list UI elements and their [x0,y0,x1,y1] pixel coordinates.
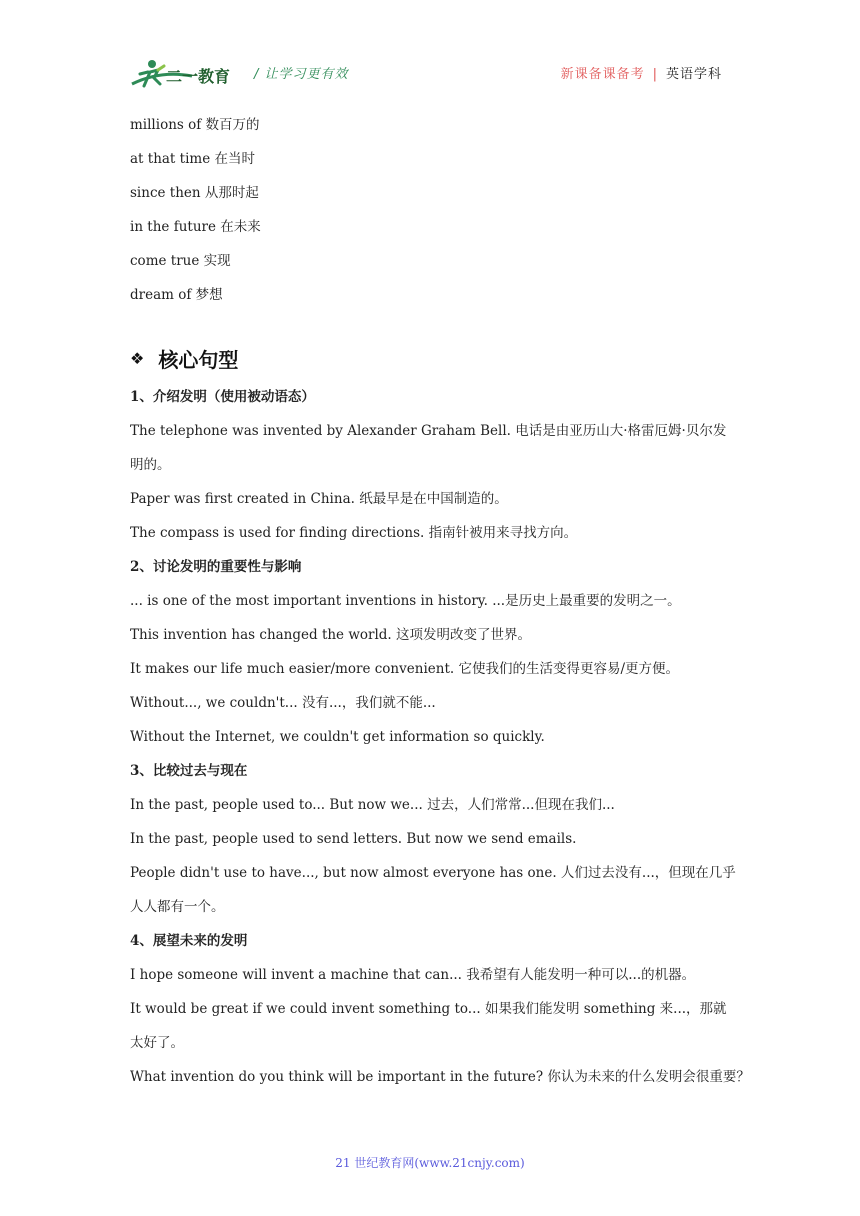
sentence-line: ... is one of the most important inventions in history. ...是历史上最重要的发明之一。 [130,593,681,609]
sentence-line: In the past, people used to send letters. But now we send emails. [130,831,577,847]
sentence-line: The telephone was invented by Alexander Graham Bell. 电话是由亚历山大·格雷厄姆·贝尔发明的。 [130,423,727,473]
sentence-line: This invention has changed the world. 这项发明改变了世界。 [130,627,532,643]
diamond-bullet-icon: ❖ [130,348,145,368]
phrase-line: millions of 数百万的 [130,117,260,133]
sentence-line: In the past, people used to... But now we... 过去，人们常常...但现在我们... [130,797,615,813]
sentence-line: I hope someone will invent a machine that can... 我希望有人能发明一种可以...的机器。 [130,967,696,983]
phrase-line: at that time 在当时 [130,151,255,167]
slogan-text: / 让学习更有效 [254,67,349,82]
subsection-heading: 3、比较过去与现在 [130,763,248,779]
sentence-line: It makes our life much easier/more convenient. 它使我们的生活变得更容易/更方便。 [130,661,679,677]
header-course-info [561,63,722,82]
course-label: 新课备课备考 [560,67,645,82]
phrase-line: in the future 在未来 [130,219,261,235]
section-title-text: 核心句型 [158,347,239,372]
subsection-heading: 1、介绍发明（使用被动语态） [130,389,315,405]
brand-logo [130,56,242,92]
sentence-line: It would be great if we could invent something to... 如果我们能发明 something 来...，那就太好了。 [130,1001,727,1051]
page-header [130,54,730,94]
phrase-line: dream of 梦想 [130,287,223,303]
svg-text:二一教育: 二一教育 [166,67,231,86]
sentence-line: Paper was first created in China. 纸最早是在中国制造的。 [130,491,508,507]
section-heading [130,336,736,380]
sentence-line: Without..., we couldn't... 没有...，我们就不能... [130,695,436,711]
phrase-line: since then 从那时起 [130,185,259,201]
sentence-line: What invention do you think will be important in the future? 你认为未来的什么发明会很重要？ [130,1069,750,1085]
sentence-line: The compass is used for finding directions. 指南针被用来寻找方向。 [130,525,578,541]
header-separator: | [652,67,658,82]
page-footer: 21 世纪教育网(www.21cnjy.com) [335,1156,525,1170]
phrase-line: come true 实现 [130,253,231,269]
sentence-line: People didn't use to have..., but now almost everyone has one. 人们过去没有...，但现在几乎人人都有一个。 [130,865,736,915]
subsection-heading: 4、展望未来的发明 [130,933,248,949]
sentence-line: Without the Internet, we couldn't get information so quickly. [130,729,545,745]
subsection-heading: 2、讨论发明的重要性与影响 [130,559,302,575]
subject-label: 英语学科 [665,67,722,82]
document-body [130,108,750,1094]
